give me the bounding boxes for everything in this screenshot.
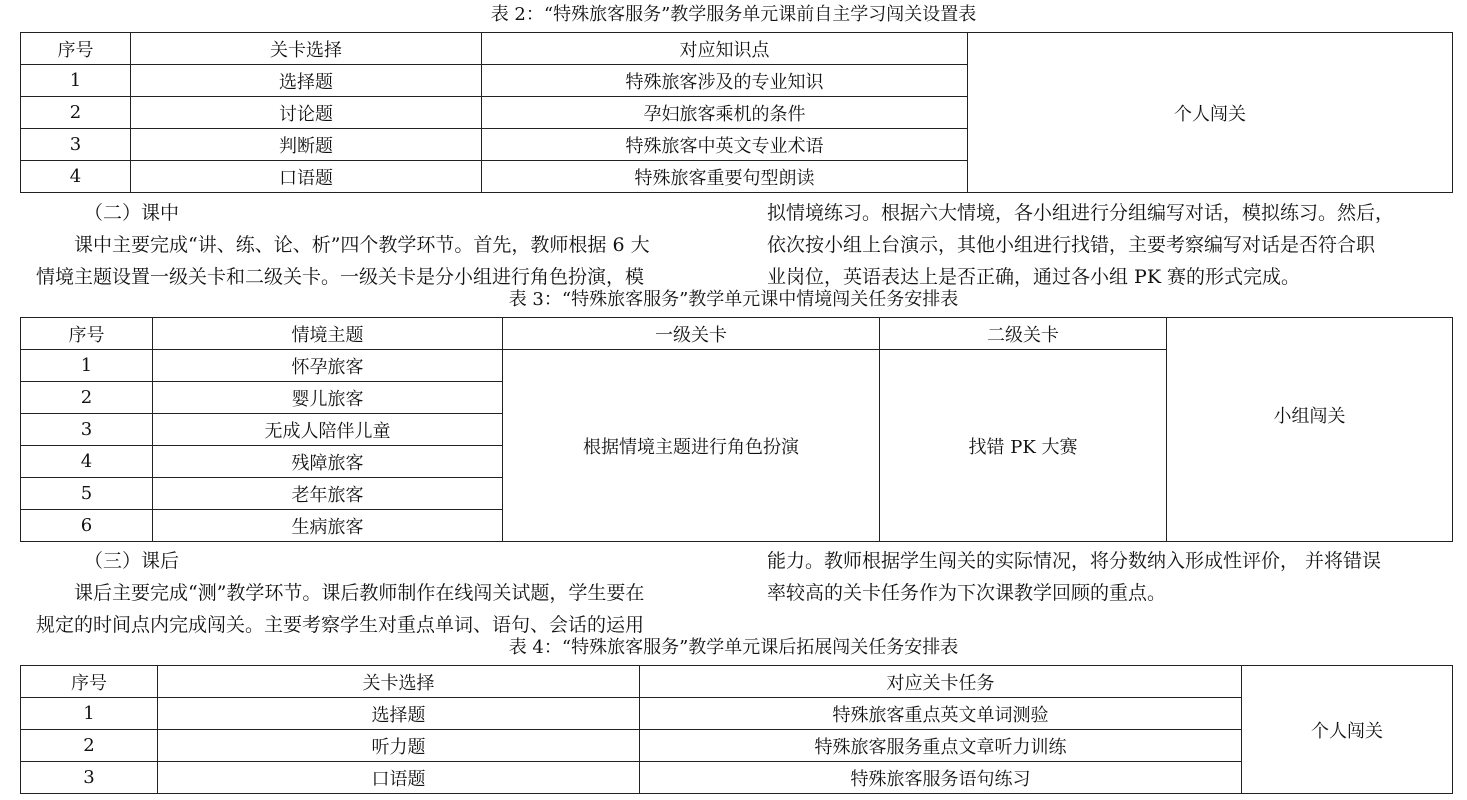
table4-cell-task: 特殊旅客重点英文单词测验 xyxy=(640,698,1242,730)
table3-cell-theme: 无成人陪伴儿童 xyxy=(153,414,503,446)
table-row xyxy=(21,762,1453,794)
table2-header-row xyxy=(21,33,1453,65)
table2-caption: 表 2：“特殊旅客服务”教学服务单元课前自主学习闯关设置表 xyxy=(490,4,977,25)
table3-cell-index: 2 xyxy=(21,382,153,414)
table3-header-level2: 二级关卡 xyxy=(880,318,1167,350)
table2-cell-index: 1 xyxy=(21,65,131,97)
table2-cell-level: 选择题 xyxy=(131,65,482,97)
table2-merged-cell: 个人闯关 xyxy=(968,33,1453,193)
table2-header-knowledge: 对应知识点 xyxy=(482,33,968,65)
section3-right-column xyxy=(767,545,1381,609)
section3-paragraph-line: 率较高的关卡任务作为下次课教学回顾的重点。 xyxy=(767,582,1167,604)
table3-cell-theme: 老年旅客 xyxy=(153,478,503,510)
table3-header-index: 序号 xyxy=(21,318,153,350)
table3-header-theme: 情境主题 xyxy=(153,318,503,350)
table-row xyxy=(21,730,1453,762)
table3-header-level1: 一级关卡 xyxy=(503,318,880,350)
table3-caption: 表 3：“特殊旅客服务”教学单元课中情境闯关任务安排表 xyxy=(508,289,959,310)
table4-cell-task: 特殊旅客服务语句练习 xyxy=(640,762,1242,794)
table2-cell-index: 3 xyxy=(21,129,131,161)
table3-cell-theme: 怀孕旅客 xyxy=(153,350,503,382)
section3-left-column xyxy=(36,545,644,641)
table2-cell-knowledge: 特殊旅客涉及的专业知识 xyxy=(482,65,968,97)
section3-heading: （三）课后 xyxy=(84,550,180,572)
table2-header-level: 关卡选择 xyxy=(131,33,482,65)
table2-cell-level: 口语题 xyxy=(131,161,482,193)
table3 xyxy=(20,317,1453,542)
section3-paragraph-line: 课后主要完成“测”教学环节。课后教师制作在线闯关试题，学生要在 xyxy=(74,582,645,604)
section3-paragraph-line: 规定的时间点内完成闯关。主要考察学生对重点单词、语句、会话的运用 xyxy=(36,614,645,636)
table2-cell-level: 讨论题 xyxy=(131,97,482,129)
table3-header-row xyxy=(21,318,1453,350)
table4-merged-cell: 个人闯关 xyxy=(1242,666,1453,794)
section2-paragraph-line: 拟情境练习。根据六大情境，各小组进行分组编写对话，模拟练习。然后， xyxy=(767,202,1395,224)
section2-right-column xyxy=(767,197,1394,293)
table2-cell-index: 2 xyxy=(21,97,131,129)
section3-paragraph-line: 能力。教师根据学生闯关的实际情况，将分数纳入形成性评价， 并将错误 xyxy=(767,550,1382,572)
table3-cell-theme: 生病旅客 xyxy=(153,510,503,542)
section2-paragraph-line: 情境主题设置一级关卡和二级关卡。一级关卡是分小组进行角色扮演，模 xyxy=(36,266,645,288)
table4-header-index: 序号 xyxy=(21,666,158,698)
table3-cell-index: 6 xyxy=(21,510,153,542)
table2-cell-level: 判断题 xyxy=(131,129,482,161)
table4-cell-index: 2 xyxy=(21,730,158,762)
table3-cell-index: 4 xyxy=(21,446,153,478)
table4-cell-index: 3 xyxy=(21,762,158,794)
table2-cell-knowledge: 特殊旅客重要句型朗读 xyxy=(482,161,968,193)
table3-cell-theme: 婴儿旅客 xyxy=(153,382,503,414)
table3-cell-index: 3 xyxy=(21,414,153,446)
table3-cell-index: 5 xyxy=(21,478,153,510)
table4 xyxy=(20,665,1453,794)
section2-left-column xyxy=(36,197,650,293)
table2-header-index: 序号 xyxy=(21,33,131,65)
table3-level2-cell: 找错 PK 大赛 xyxy=(880,350,1167,542)
table2-cell-knowledge: 孕妇旅客乘机的条件 xyxy=(482,97,968,129)
table3-level1-cell: 根据情境主题进行角色扮演 xyxy=(503,350,880,542)
table3-cell-index: 1 xyxy=(21,350,153,382)
section2-paragraph-line: 依次按小组上台演示，其他小组进行找错，主要考察编写对话是否符合职 xyxy=(767,234,1376,256)
table4-cell-level: 选择题 xyxy=(158,698,640,730)
table3-cell-theme: 残障旅客 xyxy=(153,446,503,478)
table3-merged-cell: 小组闯关 xyxy=(1167,318,1453,542)
section2-paragraph-line: 课中主要完成“讲、练、论、析”四个教学环节。首先，教师根据 6 大 xyxy=(74,234,650,256)
table4-header-task: 对应关卡任务 xyxy=(640,666,1242,698)
table4-cell-task: 特殊旅客服务重点文章听力训练 xyxy=(640,730,1242,762)
table4-cell-index: 1 xyxy=(21,698,158,730)
table-row xyxy=(21,698,1453,730)
table4-cell-level: 听力题 xyxy=(158,730,640,762)
table4-header-row xyxy=(21,666,1453,698)
table2-cell-knowledge: 特殊旅客中英文专业术语 xyxy=(482,129,968,161)
section2-paragraph-line: 业岗位，英语表达上是否正确，通过各小组 PK 赛的形式完成。 xyxy=(767,266,1301,288)
table4-caption: 表 4：“特殊旅客服务”教学单元课后拓展闯关任务安排表 xyxy=(508,637,959,658)
table2 xyxy=(20,32,1453,193)
section2-heading: （二）课中 xyxy=(84,202,180,224)
table2-cell-index: 4 xyxy=(21,161,131,193)
table4-cell-level: 口语题 xyxy=(158,762,640,794)
table4-header-level: 关卡选择 xyxy=(158,666,640,698)
